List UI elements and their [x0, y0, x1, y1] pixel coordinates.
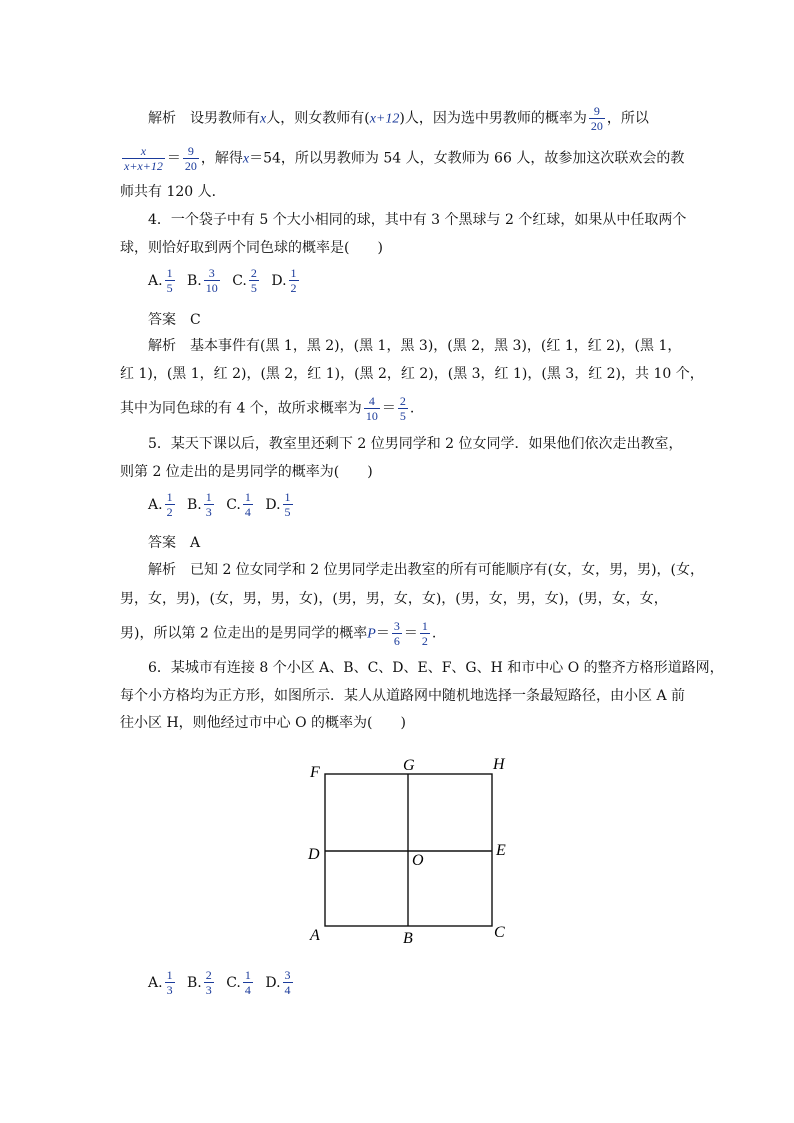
q4-answer: 答案 C — [148, 312, 201, 328]
expr-x-plus-12: x+12 — [369, 111, 400, 127]
option-d — [265, 968, 294, 997]
option-fraction — [165, 490, 175, 519]
option-c — [226, 968, 255, 997]
option-a — [148, 266, 177, 295]
denominator: 5 — [250, 281, 257, 295]
q6-stem-3: 往小区 H，则他经过市中心 O 的概率为( ) — [120, 715, 406, 731]
period: . — [409, 400, 415, 417]
numerator: 1 — [244, 490, 251, 504]
sol3-line-2 — [120, 144, 684, 173]
q5-answer: 答案 A — [148, 535, 201, 551]
option-b — [187, 968, 216, 997]
denominator: 3 — [205, 505, 212, 519]
var-x: x — [260, 111, 267, 127]
option-letter: B. — [187, 496, 202, 513]
denominator: 3 — [166, 983, 173, 997]
sol3-line-3: 师共有 120 人． — [120, 184, 226, 200]
option-c — [232, 266, 261, 295]
option-fraction — [204, 968, 214, 997]
q4-solution-3 — [120, 394, 414, 423]
sol3-text: ＝54，所以男教师为 54 人，女教师为 66 人，故参加这次联欢会的教 — [249, 150, 685, 167]
q4-stem-2: 球，则恰好取到两个同色球的概率是( ) — [120, 240, 383, 256]
q6-stem-2: 每个小方格均为正方形，如图所示．某人从道路网中随机地选择一条最短路径，由小区 A 前 — [120, 688, 686, 704]
label-a: A — [310, 927, 320, 944]
option-fraction — [165, 266, 175, 295]
option-fraction — [165, 968, 175, 997]
option-fraction — [204, 266, 220, 295]
q5-stem-2: 则第 2 位走出的是男同学的概率为( ) — [120, 464, 373, 480]
label-d: D — [308, 846, 320, 863]
sol3-text: ，所以 — [606, 110, 649, 127]
q5-stem-1: 5．某天下课以后，教室里还剩下 2 位男同学和 2 位女同学．如果他们依次走出教室， — [148, 436, 683, 452]
label-f: F — [310, 764, 320, 781]
var-x: x — [242, 151, 250, 167]
equals: ＝ — [403, 625, 418, 642]
numerator: 3 — [284, 968, 291, 982]
fraction-3-6 — [392, 619, 402, 648]
numerator: 1 — [166, 266, 173, 280]
numerator: 3 — [393, 619, 400, 633]
denominator: 2 — [290, 281, 297, 295]
denominator: 10 — [365, 409, 378, 423]
option-fraction — [204, 490, 214, 519]
option-letter: C. — [226, 496, 241, 513]
fraction-9-20 — [589, 104, 605, 133]
denominator: 3 — [205, 983, 212, 997]
q5-solution-3 — [120, 619, 436, 648]
option-a — [148, 968, 177, 997]
option-letter: D. — [271, 272, 287, 289]
denominator: 2 — [166, 505, 173, 519]
solution-text: 男)，所以第 2 位走出的是男同学的概率 — [120, 625, 368, 642]
option-letter: A. — [148, 496, 163, 513]
fraction-x-over-2x12 — [122, 144, 165, 173]
label-h: H — [493, 756, 505, 773]
q5-solution-2: 男，女，男)，(女，男，男，女)，(男，男，女，女)，(男，女，男，女)，(男，女，女， — [120, 591, 668, 607]
option-letter: B. — [187, 974, 202, 991]
option-fraction — [243, 968, 253, 997]
denominator: x+x+12 — [124, 159, 163, 173]
sol3-text: 解析 设男教师有 — [148, 110, 260, 127]
denominator: 5 — [399, 409, 406, 423]
q4-solution-2: 红 1)，(黑 1，红 2)，(黑 2，红 1)，(黑 2，红 2)，(黑 3，红 1)，(黑 3，红 2)，共 10 个， — [120, 366, 704, 382]
numerator: 1 — [205, 490, 212, 504]
fraction-1-2 — [420, 619, 430, 648]
equals: ＝ — [375, 625, 390, 642]
numerator: 3 — [204, 266, 220, 281]
numerator: 1 — [421, 619, 428, 633]
option-fraction — [283, 490, 293, 519]
denominator: 20 — [184, 159, 197, 173]
denominator: 5 — [166, 281, 173, 295]
road-grid-figure — [300, 752, 540, 962]
numerator: 1 — [166, 490, 173, 504]
var-p: P — [367, 626, 376, 642]
q4-solution-1: 解析 基本事件有(黑 1，黑 2)，(黑 1，黑 3)，(黑 2，黑 3)，(红 1，红 2)，(黑 1， — [148, 338, 682, 354]
option-d — [265, 490, 294, 519]
option-b — [187, 266, 222, 295]
q5-options — [148, 490, 301, 519]
option-fraction — [243, 490, 253, 519]
q6-stem-1: 6．某城市有连接 8 个小区 A、B、C、D、E、F、G、H 和市中心 O 的整齐方格形道路网， — [148, 660, 724, 676]
period: . — [431, 625, 437, 642]
sol3-text: ，解得 — [200, 150, 243, 167]
denominator: 4 — [244, 983, 251, 997]
numerator: 4 — [364, 394, 380, 409]
equals: ＝ — [166, 150, 181, 167]
denominator: 5 — [284, 505, 291, 519]
numerator: 2 — [205, 968, 212, 982]
q4-options — [148, 266, 307, 295]
label-e: E — [496, 842, 506, 859]
numerator: 9 — [183, 144, 199, 159]
option-letter: C. — [226, 974, 241, 991]
numerator: 1 — [166, 968, 173, 982]
sol3-text: )人，因为选中男教师的概率为 — [399, 110, 587, 127]
label-b: B — [403, 930, 413, 947]
numerator: 1 — [244, 968, 251, 982]
numerator: 2 — [399, 394, 406, 408]
option-letter: D. — [265, 496, 281, 513]
q6-options — [148, 968, 301, 997]
option-letter: A. — [148, 272, 163, 289]
option-fraction — [249, 266, 259, 295]
numerator: 9 — [589, 104, 605, 119]
option-d — [271, 266, 300, 295]
option-letter: B. — [187, 272, 202, 289]
sol3-text: 人，则女教师有( — [266, 110, 370, 127]
fraction-9-20 — [183, 144, 199, 173]
denominator: 20 — [590, 119, 603, 133]
solution-text: 其中为同色球的有 4 个，故所求概率为 — [120, 400, 362, 417]
q5-solution-1: 解析 已知 2 位女同学和 2 位男同学走出教室的所有可能顺序有(女，女，男，男)，(女， — [148, 562, 704, 578]
sol3-line-1 — [148, 104, 649, 133]
equals: ＝ — [381, 400, 396, 417]
numerator: 2 — [250, 266, 257, 280]
denominator: 6 — [393, 634, 400, 648]
option-c — [226, 490, 255, 519]
fraction-2-5 — [398, 394, 408, 423]
denominator: 4 — [244, 505, 251, 519]
denominator: 2 — [421, 634, 428, 648]
option-fraction — [289, 266, 299, 295]
option-b — [187, 490, 216, 519]
label-g: G — [403, 757, 415, 774]
option-fraction — [283, 968, 293, 997]
denominator: 4 — [284, 983, 291, 997]
numerator: x — [122, 144, 165, 159]
option-a — [148, 490, 177, 519]
fraction-4-10 — [364, 394, 380, 423]
option-letter: C. — [232, 272, 247, 289]
numerator: 1 — [290, 266, 297, 280]
numerator: 1 — [284, 490, 291, 504]
option-letter: D. — [265, 974, 281, 991]
option-letter: A. — [148, 974, 163, 991]
label-c: C — [494, 924, 505, 941]
label-o: O — [412, 852, 424, 869]
denominator: 10 — [205, 281, 218, 295]
q4-stem-1: 4．一个袋子中有 5 个大小相同的球，其中有 3 个黑球与 2 个红球，如果从中任取两个 — [148, 212, 687, 228]
